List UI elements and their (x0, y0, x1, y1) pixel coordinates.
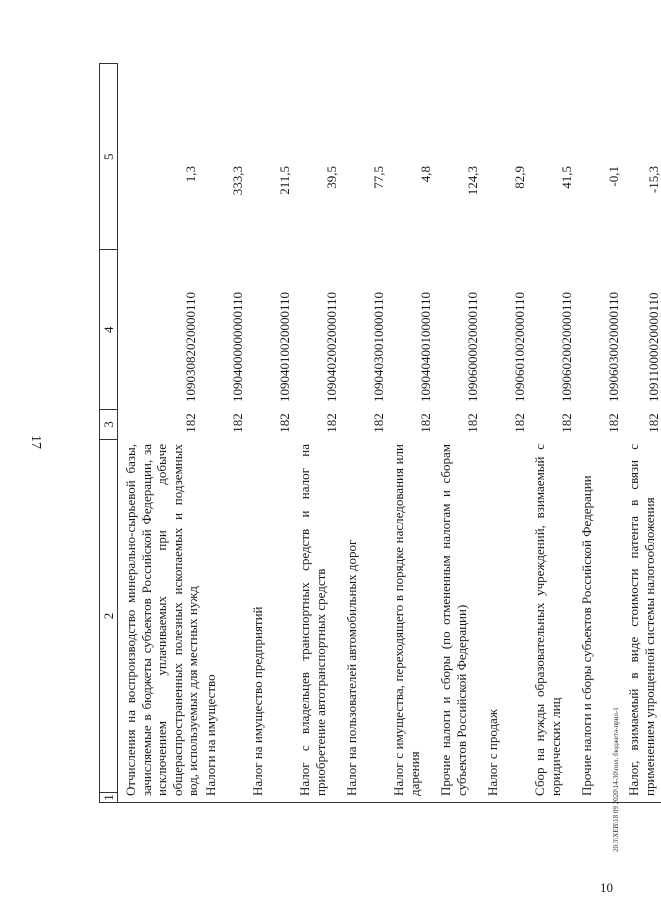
amount-value: -0,1 (605, 166, 621, 187)
indicator-name: Налоги на имущество (203, 674, 218, 796)
indicator-name: Отчисления на воспроизводство минерально-сырьевой базы, зачисляемые в бюджеты субъектов Российской Федерации, за исключением уплачиваемых при добыче общераспространенных полезных ископаемых и подземных вод, используемых для местных нужд (123, 444, 200, 796)
header-col-5: 5 (101, 153, 116, 160)
amount-value: 333,3 (229, 166, 245, 196)
administrator-code: 182 (464, 413, 480, 433)
amount-value: 39,5 (323, 166, 339, 189)
administrator-code: 182 (182, 413, 198, 433)
indicator-name: Налог на имущество предприятий (250, 606, 265, 796)
amount-value: 77,5 (370, 166, 386, 189)
table-row (198, 62, 245, 802)
page-number: 17 (28, 435, 43, 449)
table-row (621, 62, 661, 802)
indicator-name: Налог на пользователей автомобильных дорог (344, 539, 359, 796)
indicator-name: Налог, взимаемый в виде стоимости патента в связи с применением упрощенной системы налогообложения (626, 444, 657, 796)
administrator-code: 182 (370, 413, 386, 433)
indicator-name: Прочие налоги и сборы субъектов Российской Федерации (579, 475, 594, 796)
administrator-code: 182 (229, 413, 245, 433)
table-row (118, 62, 198, 802)
budget-classification-code: 10903082020000110 (182, 291, 198, 402)
administrator-code: 182 (417, 413, 433, 433)
amount-value: 4,8 (417, 166, 433, 183)
budget-classification-code: 10911000020000110 (645, 292, 661, 402)
amount-value: 211,5 (276, 166, 292, 195)
table-row (245, 62, 292, 802)
budget-classification-code: 10904010020000110 (276, 291, 292, 402)
amount-value: 1,3 (182, 166, 198, 183)
administrator-code: 182 (276, 413, 292, 433)
indicator-name: Сбор на нужды образовательных учреждений, взимаемый с юридических лиц (532, 444, 563, 796)
indicator-name: Налог с владельцев транспортных средств и налог на приобретение автотранспортных средств (297, 444, 328, 796)
table-row (386, 62, 433, 802)
table-row (480, 62, 527, 802)
header-col-4: 4 (100, 250, 117, 410)
budget-classification-code: 10906010020000110 (511, 291, 527, 402)
header-col-1: 1 (100, 792, 117, 802)
budget-classification-code: 10906030020000110 (605, 291, 621, 402)
amount-value: -15,3 (645, 166, 661, 194)
table-header-row (99, 63, 118, 803)
table-row (339, 62, 386, 802)
amount-value: 124,3 (464, 166, 480, 196)
table-row (433, 62, 480, 802)
budget-classification-code: 10904000000000110 (229, 291, 245, 402)
administrator-code: 182 (605, 413, 621, 433)
amount-value: 82,9 (511, 166, 527, 189)
header-col-3: 3 (100, 409, 117, 439)
indicator-name: Прочие налоги и сборы (по отмененным налогам и сборам субъектов Российской Федерации) (438, 444, 469, 796)
indicator-name: Налог с продаж (485, 709, 500, 796)
table-row (574, 62, 621, 802)
footer-reference: 20.3\XEB\18 09 2020\14-30\пол. бюджета-прил-1 (612, 707, 620, 852)
budget-classification-code: 10904030010000110 (370, 291, 386, 402)
budget-classification-code: 10904040010000110 (417, 291, 433, 402)
administrator-code: 182 (323, 413, 339, 433)
budget-classification-code: 10904020020000110 (323, 291, 339, 402)
table-body (118, 63, 661, 803)
budget-classification-code: 10906000020000110 (464, 291, 480, 402)
table-row (292, 62, 339, 802)
table-row (527, 62, 574, 802)
indicator-name: Налог с имущества, переходящего в порядке наследования или дарения (391, 444, 422, 796)
corner-page-number: 10 (600, 880, 613, 895)
administrator-code: 182 (511, 413, 527, 433)
header-col-2: 2 (100, 439, 117, 792)
administrator-code: 182 (645, 413, 661, 433)
amount-value: 41,5 (558, 166, 574, 189)
budget-classification-code: 10906020020000110 (558, 291, 574, 402)
administrator-code: 182 (558, 413, 574, 433)
